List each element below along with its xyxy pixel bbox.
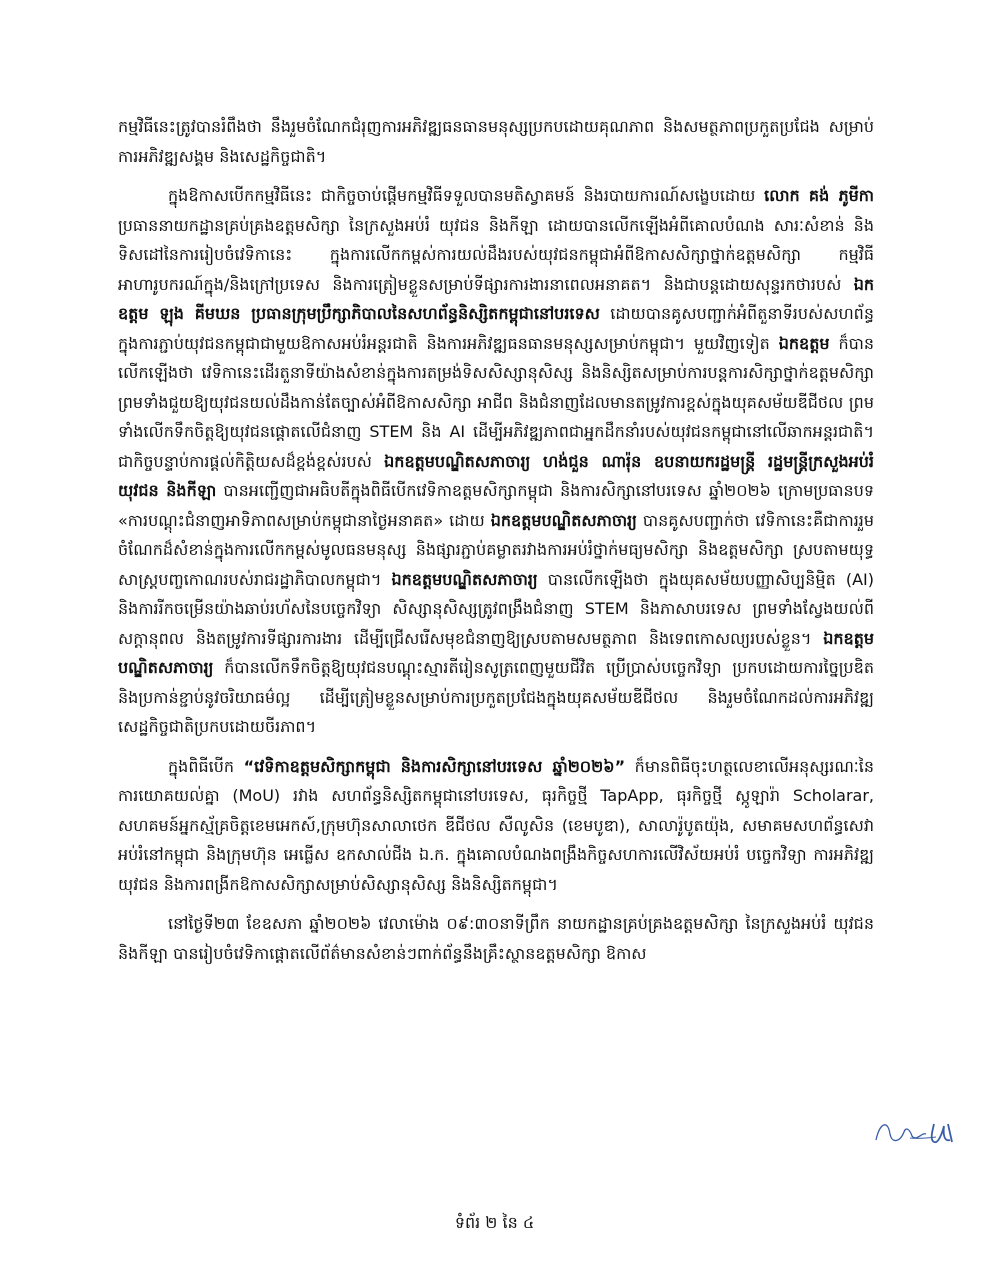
text-segment: ប្រធាននាយកដ្ឋានគ្រប់គ្រងឧត្តមសិក្សា នៃក្រសួងអប់រំ យុវជន និងកីឡា ដោយបានលើកឡើងអំពីគោលបំណង សារៈសំខាន់ និងទិសដៅនៃការរៀបចំវេទិកានេះ ក្នុងការលើកកម្ពស់ការយល់ដឹងរបស់យុវជនកម្ពុជាអំពីឱកាសសិក្សាថ្នាក់ឧត្តមសិក្សា កម្មវិធីអាហារូបករណ៍ក្នុង/និងក្រៅប្រទេស និងការត្រៀមខ្លួនសម្រាប់ទីផ្សារការងារនាពេលអនាគត។ និងជាបន្តដោយសុន្ទរកថារបស់ bbox=[118, 215, 874, 294]
bold-text-segment: ឯកឧត្តម ឡុង គីមឃន ប្រធានក្រុមប្រឹក្សាភិបាលនៃសហព័ន្ធនិស្សិតកម្ពុជានៅបរទេស bbox=[118, 274, 874, 323]
text-segment: ក្នុងពិធីបើក bbox=[168, 756, 244, 776]
bold-text-segment: ឯកឧត្តមបណ្ឌិតសភាចារ្យ bbox=[391, 569, 538, 589]
text-segment: ដោយបានគូសបញ្ជាក់អំពីតួនាទីរបស់សហព័ន្ធ ក្នុងការភ្ជាប់យុវជនកម្ពុជាជាមួយឱកាសអប់រំអន្តរជាតិ និងការអភិវឌ្ឍធនធានមនុស្សសម្រាប់កម្ពុជា។ មួយវិញទៀត bbox=[118, 304, 874, 353]
text-segment: បានអញ្ជើញជាអធិបតីក្នុងពិធីបើកវេទិកាឧត្តមសិក្សាកម្ពុជា និងការសិក្សានៅបរទេស ឆ្នាំ២០២៦ ក្រោមប្រធានបទ «ការបណ្តុះជំនាញអាទិភាពសម្រាប់កម្ពុជានាថ្ងៃអនាគត» ដោយ bbox=[118, 481, 874, 530]
bold-text-segment: “វេទិកាឧត្តមសិក្សាកម្ពុជា និងការសិក្សានៅបរទេស ឆ្នាំ២០២៦” bbox=[243, 756, 626, 776]
text-segment: ក៏បានលើកឡើងថា វេទិកានេះដើរតួនាទីយ៉ាងសំខាន់ក្នុងការតម្រង់ទិសសិស្សានុសិស្ស និងនិស្សិតសម្រាប់ការបន្តការសិក្សាថ្នាក់ឧត្តមសិក្សា ព្រមទាំងជួយឱ្យយុវជនយល់ដឹងកាន់តែច្បាស់អំពីឱកាសសិក្សា អាជីព និងជំនាញដែលមានតម្រូវការខ្ពស់ក្នុងយុគសម័យឌីជីថល ព្រមទាំងលើកទឹកចិត្តឱ្យយុវជនផ្តោតលើជំនាញ STEM និង AI ដើម្បីអភិវឌ្ឍភាពជាអ្នកដឹកនាំរបស់យុវជនកម្ពុជានៅលើឆាកអន្តរជាតិ។ ជាកិច្ចបន្ទាប់ការផ្តល់កិត្តិយសដ៏ខ្ពង់ខ្ពស់របស់ bbox=[118, 333, 874, 471]
text-segment: បានគូសបញ្ជាក់ថា វេទិកានេះគឺជាការរួមចំណែកដ៏សំខាន់ក្នុងការលើកកម្ពស់មូលធនមនុស្ស និងផ្សារភ្ជាប់គម្លាតរវាងការអប់រំថ្នាក់មធ្យមសិក្សា និងឧត្តមសិក្សា ស្របតាមយុទ្ធសាស្ត្របញ្ចកោណរបស់រាជរដ្ឋាភិបាលកម្ពុជា។ bbox=[118, 510, 875, 589]
handwritten-signature bbox=[870, 1112, 956, 1152]
paragraph-opening-ceremony bbox=[118, 181, 874, 742]
text-segment: ក៏មានពិធីចុះហត្ថលេខាលើអនុស្សរណៈនៃការយោគយល់គ្នា (MoU) រវាង សហព័ន្ធនិស្សិតកម្ពុជានៅបរទេស, ធុរកិច្ចថ្មី TapApp, ធុរកិច្ចថ្មី ស្កូឡារ៉ា Scholarar, សហគមន៍អ្នកស្ម័គ្រចិត្តខេមអេកស៍,ក្រុមហ៊ុនសាលាថេក ឌីជីថល សឺលូសិន (ខេមបូឌា), សាលារ៉ូបូតយ៉ុង, សមាគមសហព័ន្ធសេវាអប់រំនៅកម្ពុជា និងក្រុមហ៊ុន អេធ្លើស ឧកសាល់ជីង ឯ.ក. ក្នុងគោលបំណងពង្រឹងកិច្ចសហការលើវិស័យអប់រំ បច្ចេកវិទ្យា ការអភិវឌ្ឍយុវជន និងការពង្រីកឱកាសសិក្សាសម្រាប់សិស្សានុសិស្ស និងនិស្សិតកម្ពុជា។ bbox=[118, 756, 875, 894]
text-segment: បានលើកឡើងថា ក្នុងយុគសម័យបញ្ញាសិប្បនិម្មិត (AI) និងការរីកចម្រើនយ៉ាងឆាប់រហ័សនៃបច្ចេកវិទ្យា សិស្សានុសិស្សត្រូវពង្រឹងជំនាញ STEM និងភាសាបរទេស ព្រមទាំងស្វែងយល់ពីសក្តានុពល និងតម្រូវការទីផ្សារការងារ ដើម្បីជ្រើសរើសមុខជំនាញឱ្យស្របតាមសមត្ថភាព និងទេពកោសល្យរបស់ខ្លួន។ bbox=[118, 569, 874, 648]
bold-text-segment: ឯកឧត្តមបណ្ឌិតសភាចារ្យ bbox=[118, 628, 874, 677]
page-number: ទំព័រ ២ នៃ ៤ bbox=[454, 1213, 535, 1232]
bold-text-segment: ឯកឧត្តមបណ្ឌិតសភាចារ្យ bbox=[490, 510, 637, 530]
paragraph-intro-continuation: កម្មវិធីនេះត្រូវបានរំពឹងថា នឹងរួមចំណែកជំរុញការអភិវឌ្ឍធនធានមនុស្សប្រកបដោយគុណភាព និងសមត្ថភាពប្រកួតប្រជែង សម្រាប់ការអភិវឌ្ឍសង្គម និងសេដ្ឋកិច្ចជាតិ។ bbox=[118, 117, 874, 166]
bold-text-segment: ឯកឧត្តម bbox=[778, 333, 830, 353]
bold-text-segment: ឯកឧត្តមបណ្ឌិតសភាចារ្យ ហង់ជួន ណារ៉ុន ឧបនាយករដ្ឋមន្ត្រី រដ្ឋមន្ត្រីក្រសួងអប់រំ យុវជន និងកីឡា bbox=[118, 451, 874, 500]
text-segment: ក៏បានលើកទឹកចិត្តឱ្យយុវជនបណ្តុះស្មារតីរៀនសូត្រពេញមួយជីវិត ប្រើប្រាស់បច្ចេកវិទ្យា ប្រកបដោយការច្នៃប្រឌិត និងប្រកាន់ខ្ជាប់នូវចរិយាធម៌ល្អ ដើម្បីត្រៀមខ្លួនសម្រាប់ការប្រកួតប្រជែងក្នុងយុគសម័យឌីជីថល និងរួមចំណែកដល់ការអភិវឌ្ឍសេដ្ឋកិច្ចជាតិប្រកបដោយចីរភាព។ bbox=[118, 658, 874, 736]
paragraph-mou-signing bbox=[118, 752, 874, 900]
bold-text-segment: លោក គង់ ភូមីកា bbox=[764, 186, 874, 205]
paragraph-forum-session: នៅថ្ងៃទី២៣ ខែឧសភា ឆ្នាំ២០២៦ វេលាម៉ោង ០៩:៣០នាទីព្រឹក នាយកដ្ឋានគ្រប់គ្រងឧត្តមសិក្សា នៃក្រសួងអប់រំ យុវជន និងកីឡា បានរៀបចំវេទិកាផ្តោតលើព័ត៌មានសំខាន់ៗពាក់ព័ន្ធនឹងគ្រឹះស្ថានឧត្តមសិក្សា ឱកាស bbox=[118, 914, 874, 963]
text-segment: ក្នុងឱកាសបើកកម្មវិធីនេះ ជាកិច្ចចាប់ផ្តើមកម្មវិធីទទួលបានមតិស្វាគមន៍ និងរបាយការណ៍សង្ខេបដោយ bbox=[168, 186, 765, 205]
document-body bbox=[118, 112, 874, 968]
